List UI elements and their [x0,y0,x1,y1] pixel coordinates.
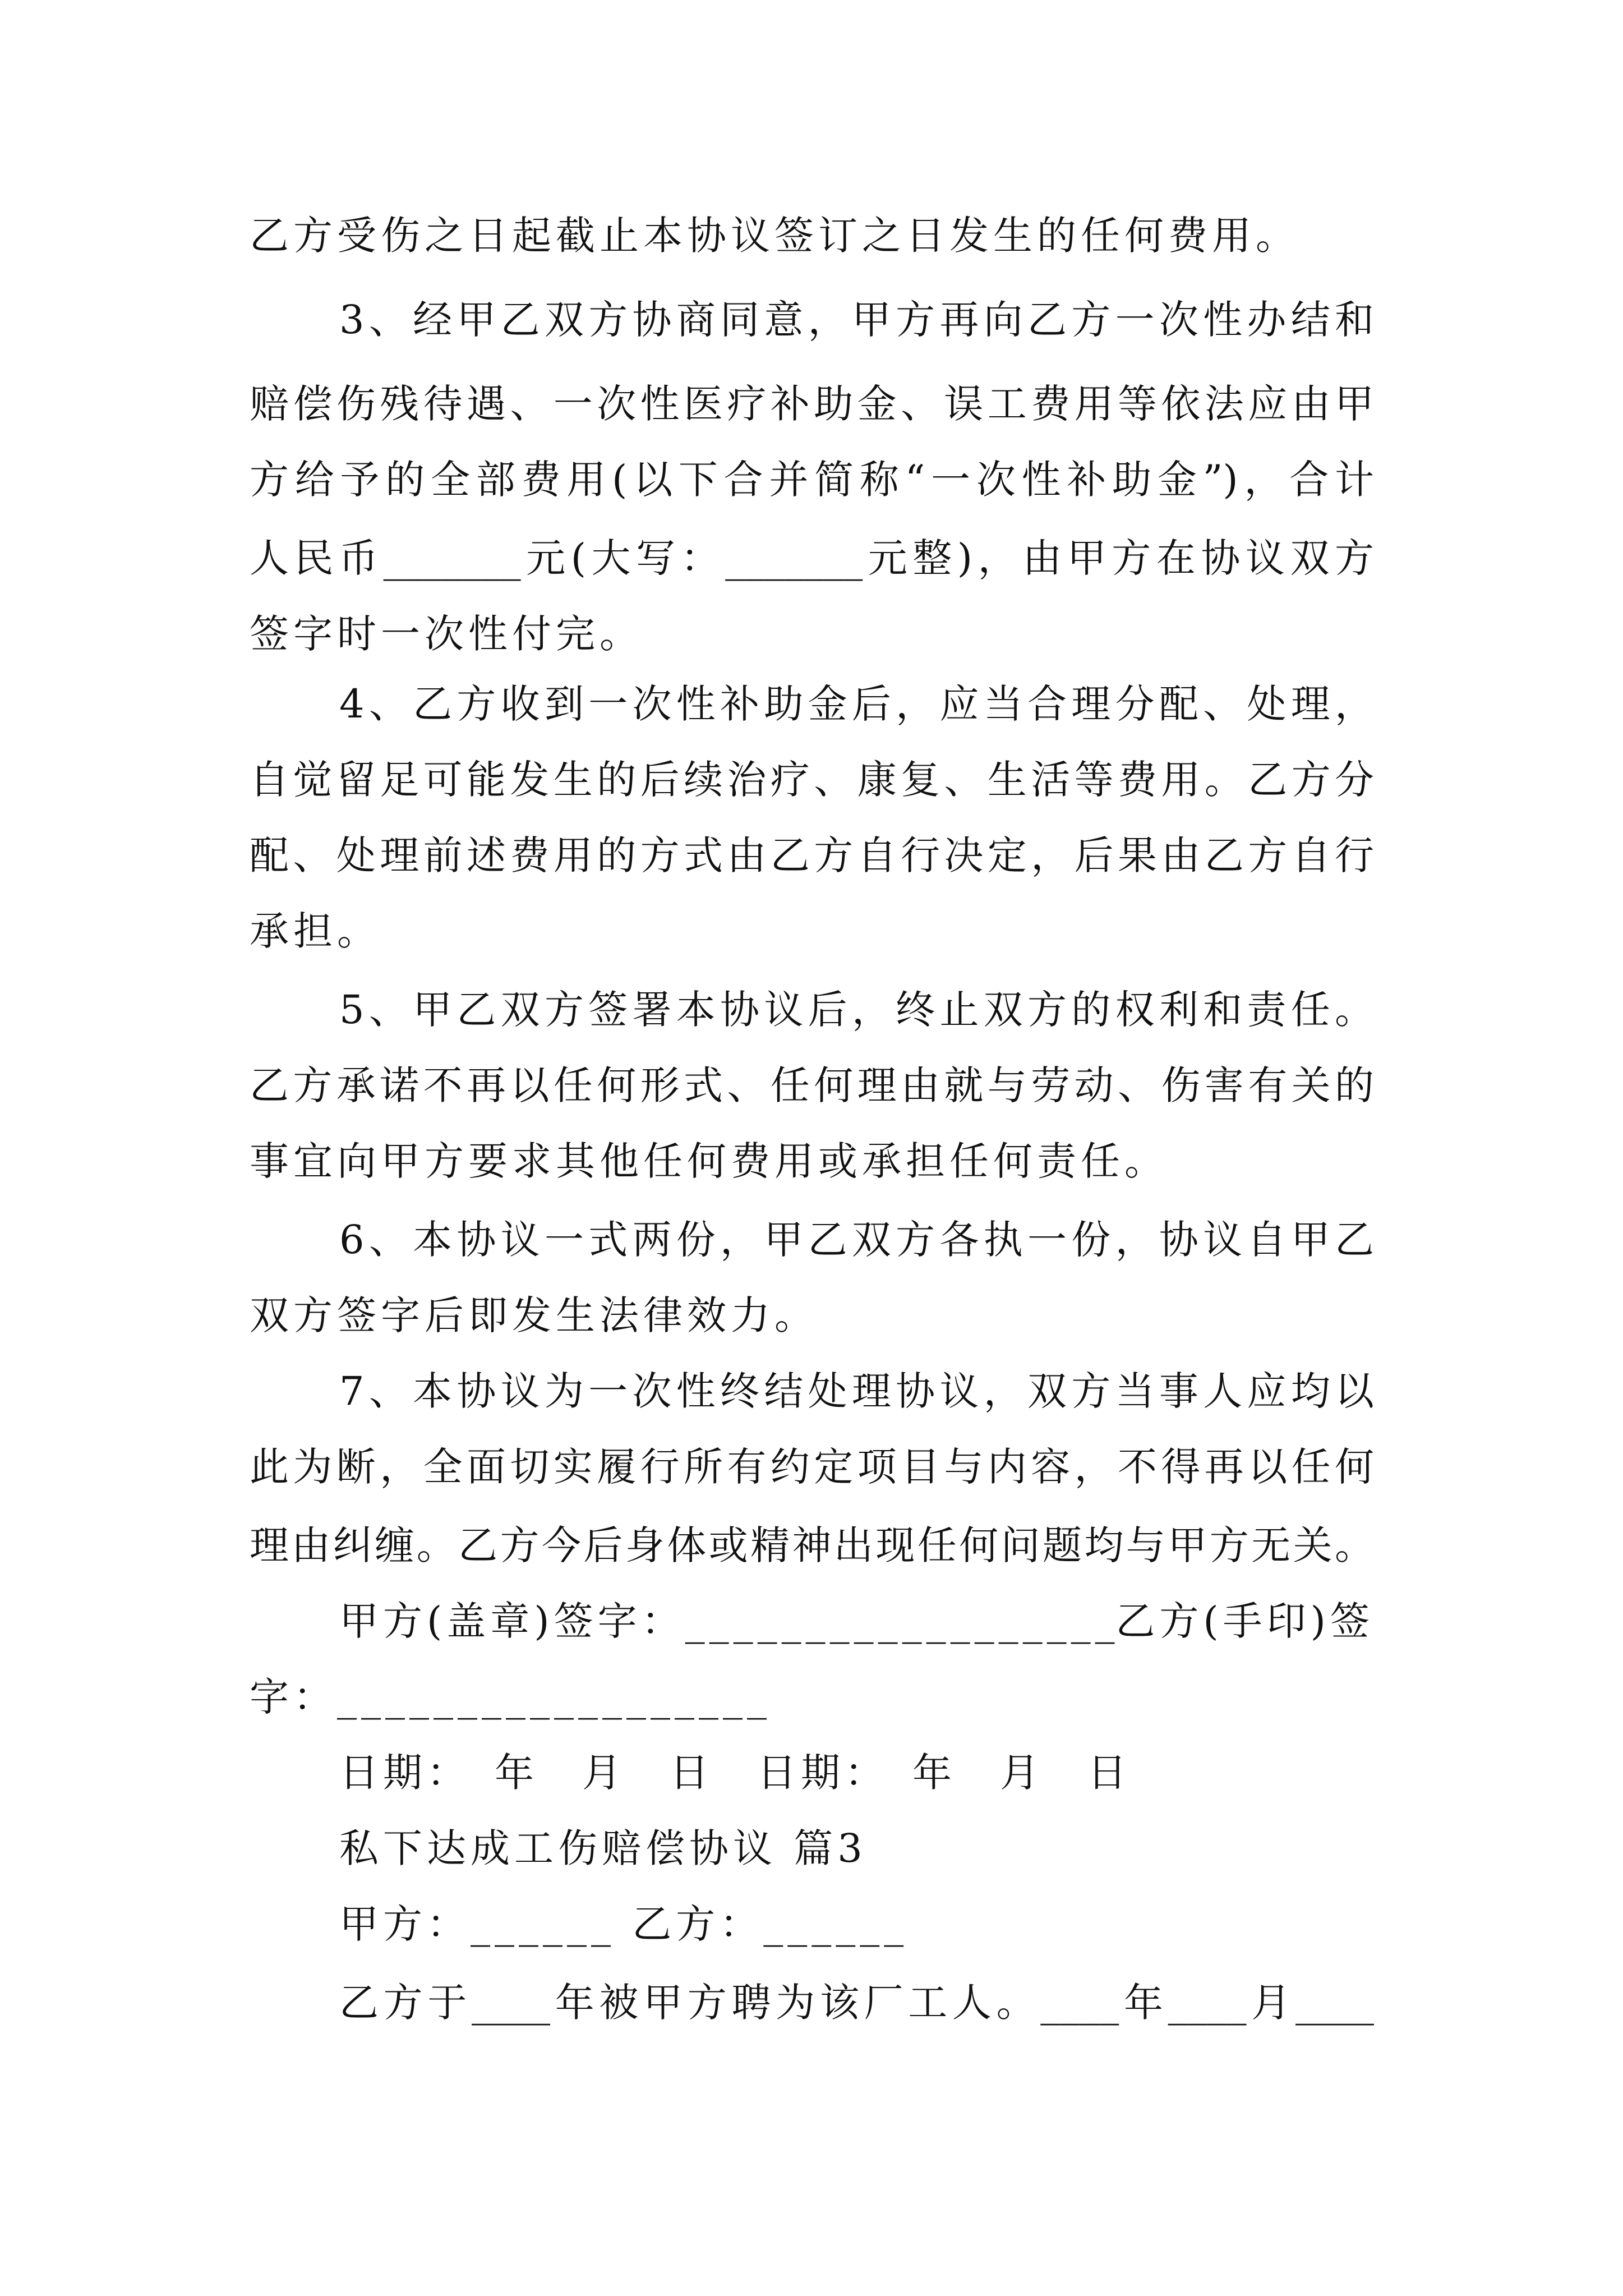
text-line: 签字时一次性付完。 [250,611,643,657]
text-line: 赔偿伤残待遇、一次性医疗补助金、误工费用等依法应由甲 [250,381,1374,427]
text-line: 5、甲乙双方签署本协议后，终止双方的权利和责任。 [339,987,1374,1033]
text-line: 双方签字后即发生法律效力。 [250,1292,818,1338]
text-line: 配、处理前述费用的方式由乙方自行决定，后果由乙方自行 [250,832,1374,878]
text-line: 人民币_______元(大写：_______元整)，由甲方在协议双方 [250,535,1374,581]
text-line: 4、乙方收到一次性补助金后，应当合理分配、处理， [339,681,1374,727]
text-line: 承担。 [250,908,381,954]
parties-line: 甲方：______ 乙方：______ [339,1901,909,1947]
text-line: 此为断，全面切实履行所有约定项目与内容，不得再以任何 [250,1444,1374,1490]
section-title: 私下达成工伤赔偿协议 篇3 [339,1825,867,1871]
text-line: 7、本协议为一次性终结处理协议，双方当事人应均以 [339,1368,1374,1414]
text-line: 理由纠缠。乙方今后身体或精神出现任何问题均与甲方无关。 [250,1522,1374,1568]
party-b-signature: 乙方(手印)签 [1115,1598,1374,1644]
text-line: 乙方于____年被甲方聘为该厂工人。____年____月____ [339,1980,1374,2026]
text-line: 6、本协议一式两份，甲乙双方各执一份，协议自甲乙 [339,1217,1374,1263]
text-line: 3、经甲乙双方协商同意，甲方再向乙方一次性办结和 [339,297,1374,343]
text-line: 乙方受伤之日起截止本协议签订之日发生的任何费用。 [250,213,1299,259]
text-line: 字：__________________ [250,1674,771,1720]
date-line: 日期： 年 月 日 日期： 年 月 日 [339,1750,1131,1796]
text-line: 方给予的全部费用(以下合并简称“一次性补助金”)，合计 [250,457,1374,503]
text-line: 自觉留足可能发生的后续治疗、康复、生活等费用。乙方分 [250,757,1374,803]
text-line: 乙方承诺不再以任何形式、任何理由就与劳动、伤害有关的 [250,1062,1374,1108]
signature-row [339,1596,1374,1646]
party-a-signature: 甲方(盖章)签字：__________________ [339,1598,1119,1644]
text-line: 事宜向甲方要求其他任何费用或承担任何责任。 [250,1138,1168,1184]
